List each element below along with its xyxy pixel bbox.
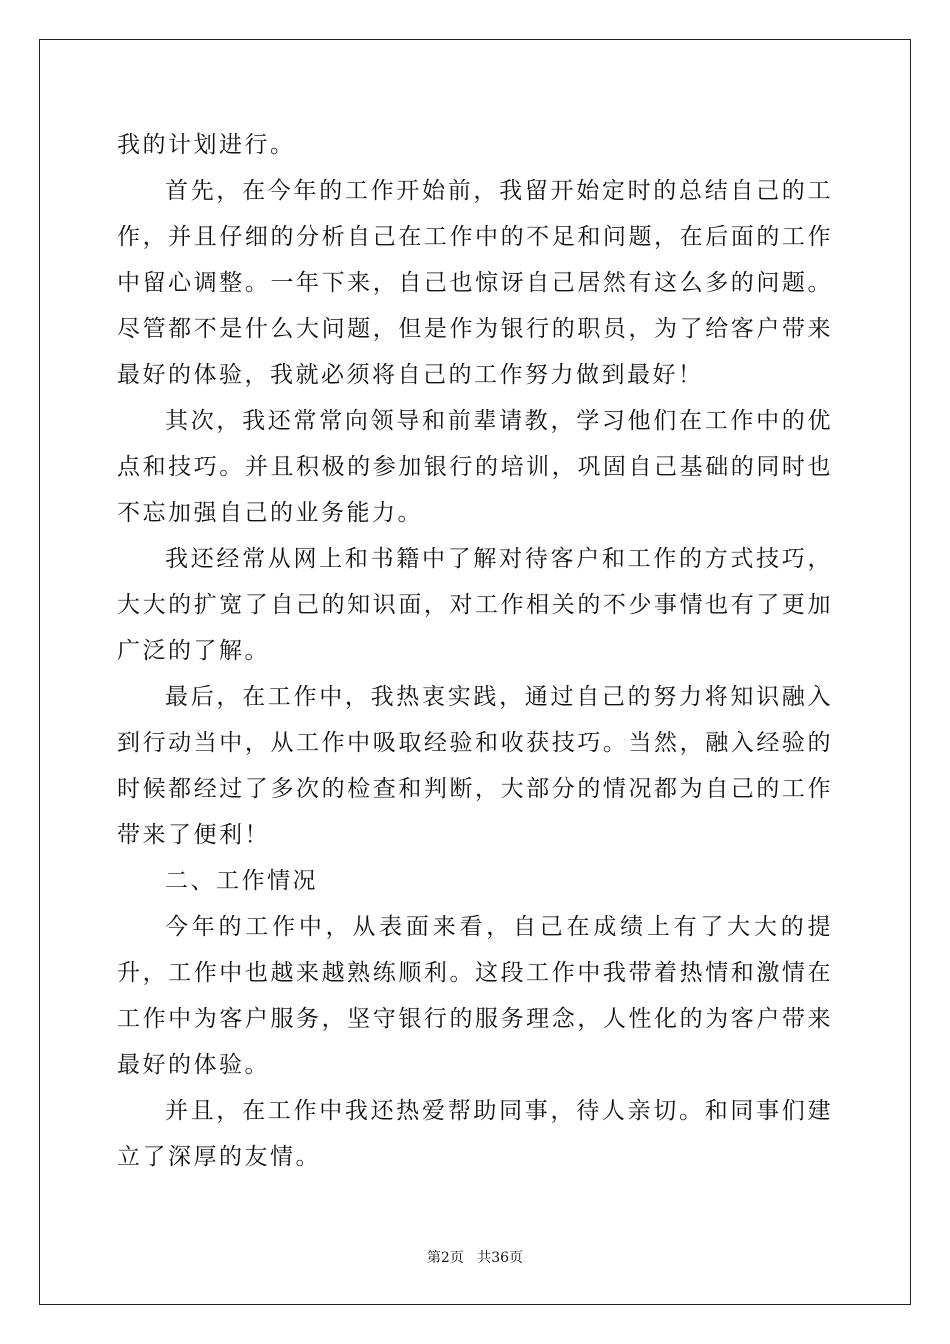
paragraph: 最后，在工作中，我热衷实践，通过自己的努力将知识融入到行动当中，从工作中吸取经验和收获技巧。当然，融入经验的时候都经过了多次的检查和判断，大部分的情况都为自己的工作带来了便利！	[117, 684, 833, 848]
paragraph: 我的计划进行。	[117, 132, 296, 158]
paragraph: 首先，在今年的工作开始前，我留开始定时的总结自己的工作，并且仔细的分析自己在工作中的不足和问题，在后面的工作中留心调整。一年下来，自己也惊讶自己居然有这么多的问题。尽管都不是什么大问题，但是作为银行的职员，为了给客户带来最好的体验，我就必须将自己的工作努力做到最好！	[117, 178, 833, 388]
paragraph: 其次，我还常常向领导和前辈请教，学习他们在工作中的优点和技巧。并且积极的参加银行的培训，巩固自己基础的同时也不忘加强自己的业务能力。	[117, 408, 833, 526]
paragraph: 我还经常从网上和书籍中了解对待客户和工作的方式技巧，大大的扩宽了自己的知识面，对工作相关的不少事情也有了更加广泛的了解。	[117, 546, 833, 664]
paragraph: 并且，在工作中我还热爱帮助同事，待人亲切。和同事们建立了深厚的友情。	[117, 1098, 833, 1170]
section-heading: 二、工作情况	[165, 868, 318, 894]
document-body	[117, 122, 833, 1180]
paragraph: 今年的工作中，从表面来看，自己在成绩上有了大大的提升，工作中也越来越熟练顺利。这段工作中我带着热情和激情在工作中为客户服务，坚守银行的服务理念，人性化的为客户带来最好的体验。	[117, 914, 833, 1078]
page-footer	[0, 1247, 950, 1267]
page-total: 共36页	[477, 1250, 524, 1266]
page-number: 第2页	[426, 1250, 464, 1266]
